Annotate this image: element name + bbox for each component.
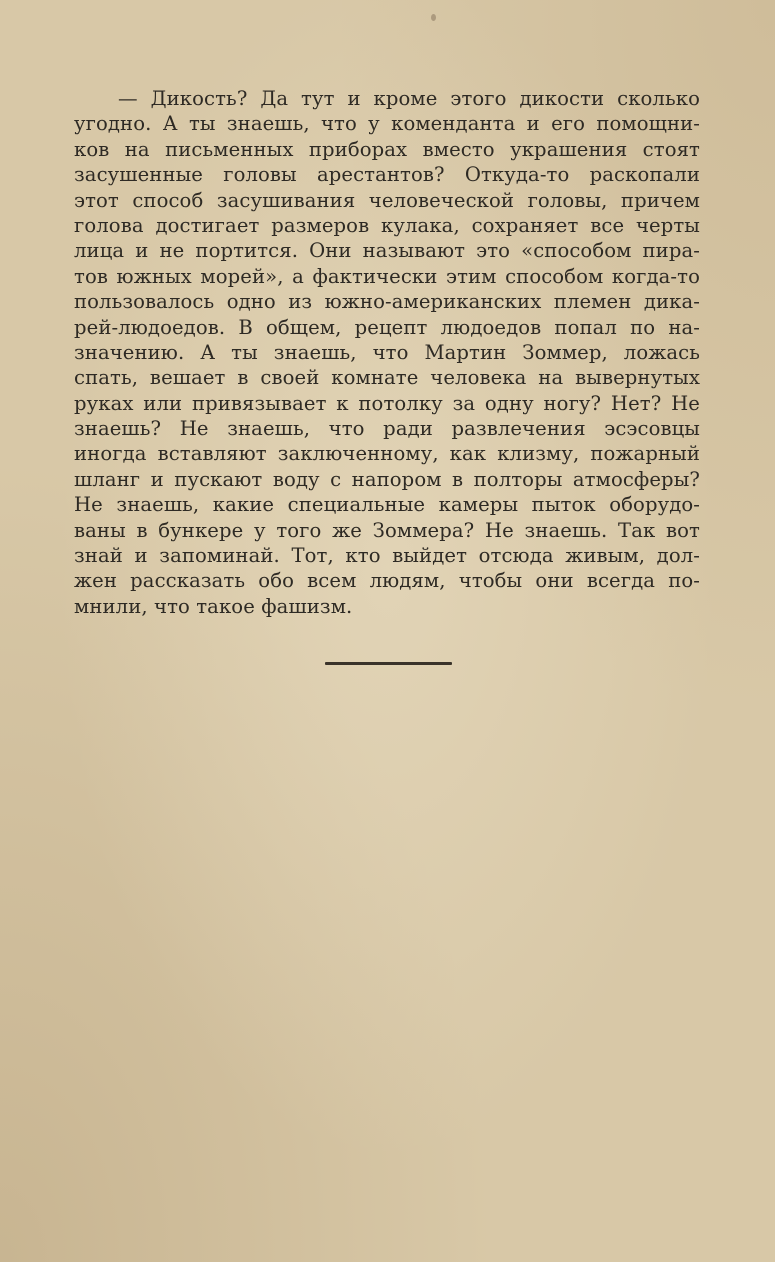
text-line: ков на письменных приборах вместо украшения стоят <box>74 137 700 161</box>
text-line: мнили, что такое фашизм. <box>74 594 353 618</box>
text-line: ваны в бункере у того же Зоммера? Не знаешь. Так вот <box>74 518 700 542</box>
paragraph <box>74 86 700 619</box>
text-line: угодно. А ты знаешь, что у коменданта и его помощни- <box>74 112 700 136</box>
paper-speck <box>431 14 436 21</box>
text-line: Не знаешь, какие специальные камеры пыток оборудо- <box>74 493 700 517</box>
text-line: этот способ засушивания человеческой головы, причем <box>74 188 700 212</box>
text-line: знаешь? Не знаешь, что ради развлечения эсэсовцы <box>74 417 700 441</box>
text-line: — Дикость? Да тут и кроме этого дикости сколько <box>118 87 700 110</box>
text-line: иногда вставляют заключенному, как клизму, пожарный <box>74 442 700 466</box>
text-line: тов южных морей», а фактически этим способом когда-то <box>74 264 700 288</box>
text-line: значению. А ты знаешь, что Мартин Зоммер, ложась <box>74 340 700 364</box>
text-line: руках или привязывает к потолку за одну ногу? Нет? Не <box>74 391 700 415</box>
text-line: пользовалось одно из южно-американских племен дика- <box>74 290 700 314</box>
text-line: засушенные головы арестантов? Откуда-то раскопали <box>74 163 700 187</box>
section-divider <box>325 662 452 665</box>
text-line: шланг и пускают воду с напором в полторы атмосферы? <box>74 467 700 491</box>
text-line: знай и запоминай. Тот, кто выйдет отсюда живым, дол- <box>74 544 700 568</box>
text-line: рей-людоедов. В общем, рецепт людоедов попал по на- <box>74 315 700 339</box>
text-line: лица и не портится. Они называют это «способом пира- <box>74 239 700 263</box>
text-line: спать, вешает в своей комнате человека на вывернутых <box>74 366 700 390</box>
text-line: голова достигает размеров кулака, сохраняет все черты <box>74 213 700 237</box>
text-line: жен рассказать обо всем людям, чтобы они всегда по- <box>74 569 700 593</box>
